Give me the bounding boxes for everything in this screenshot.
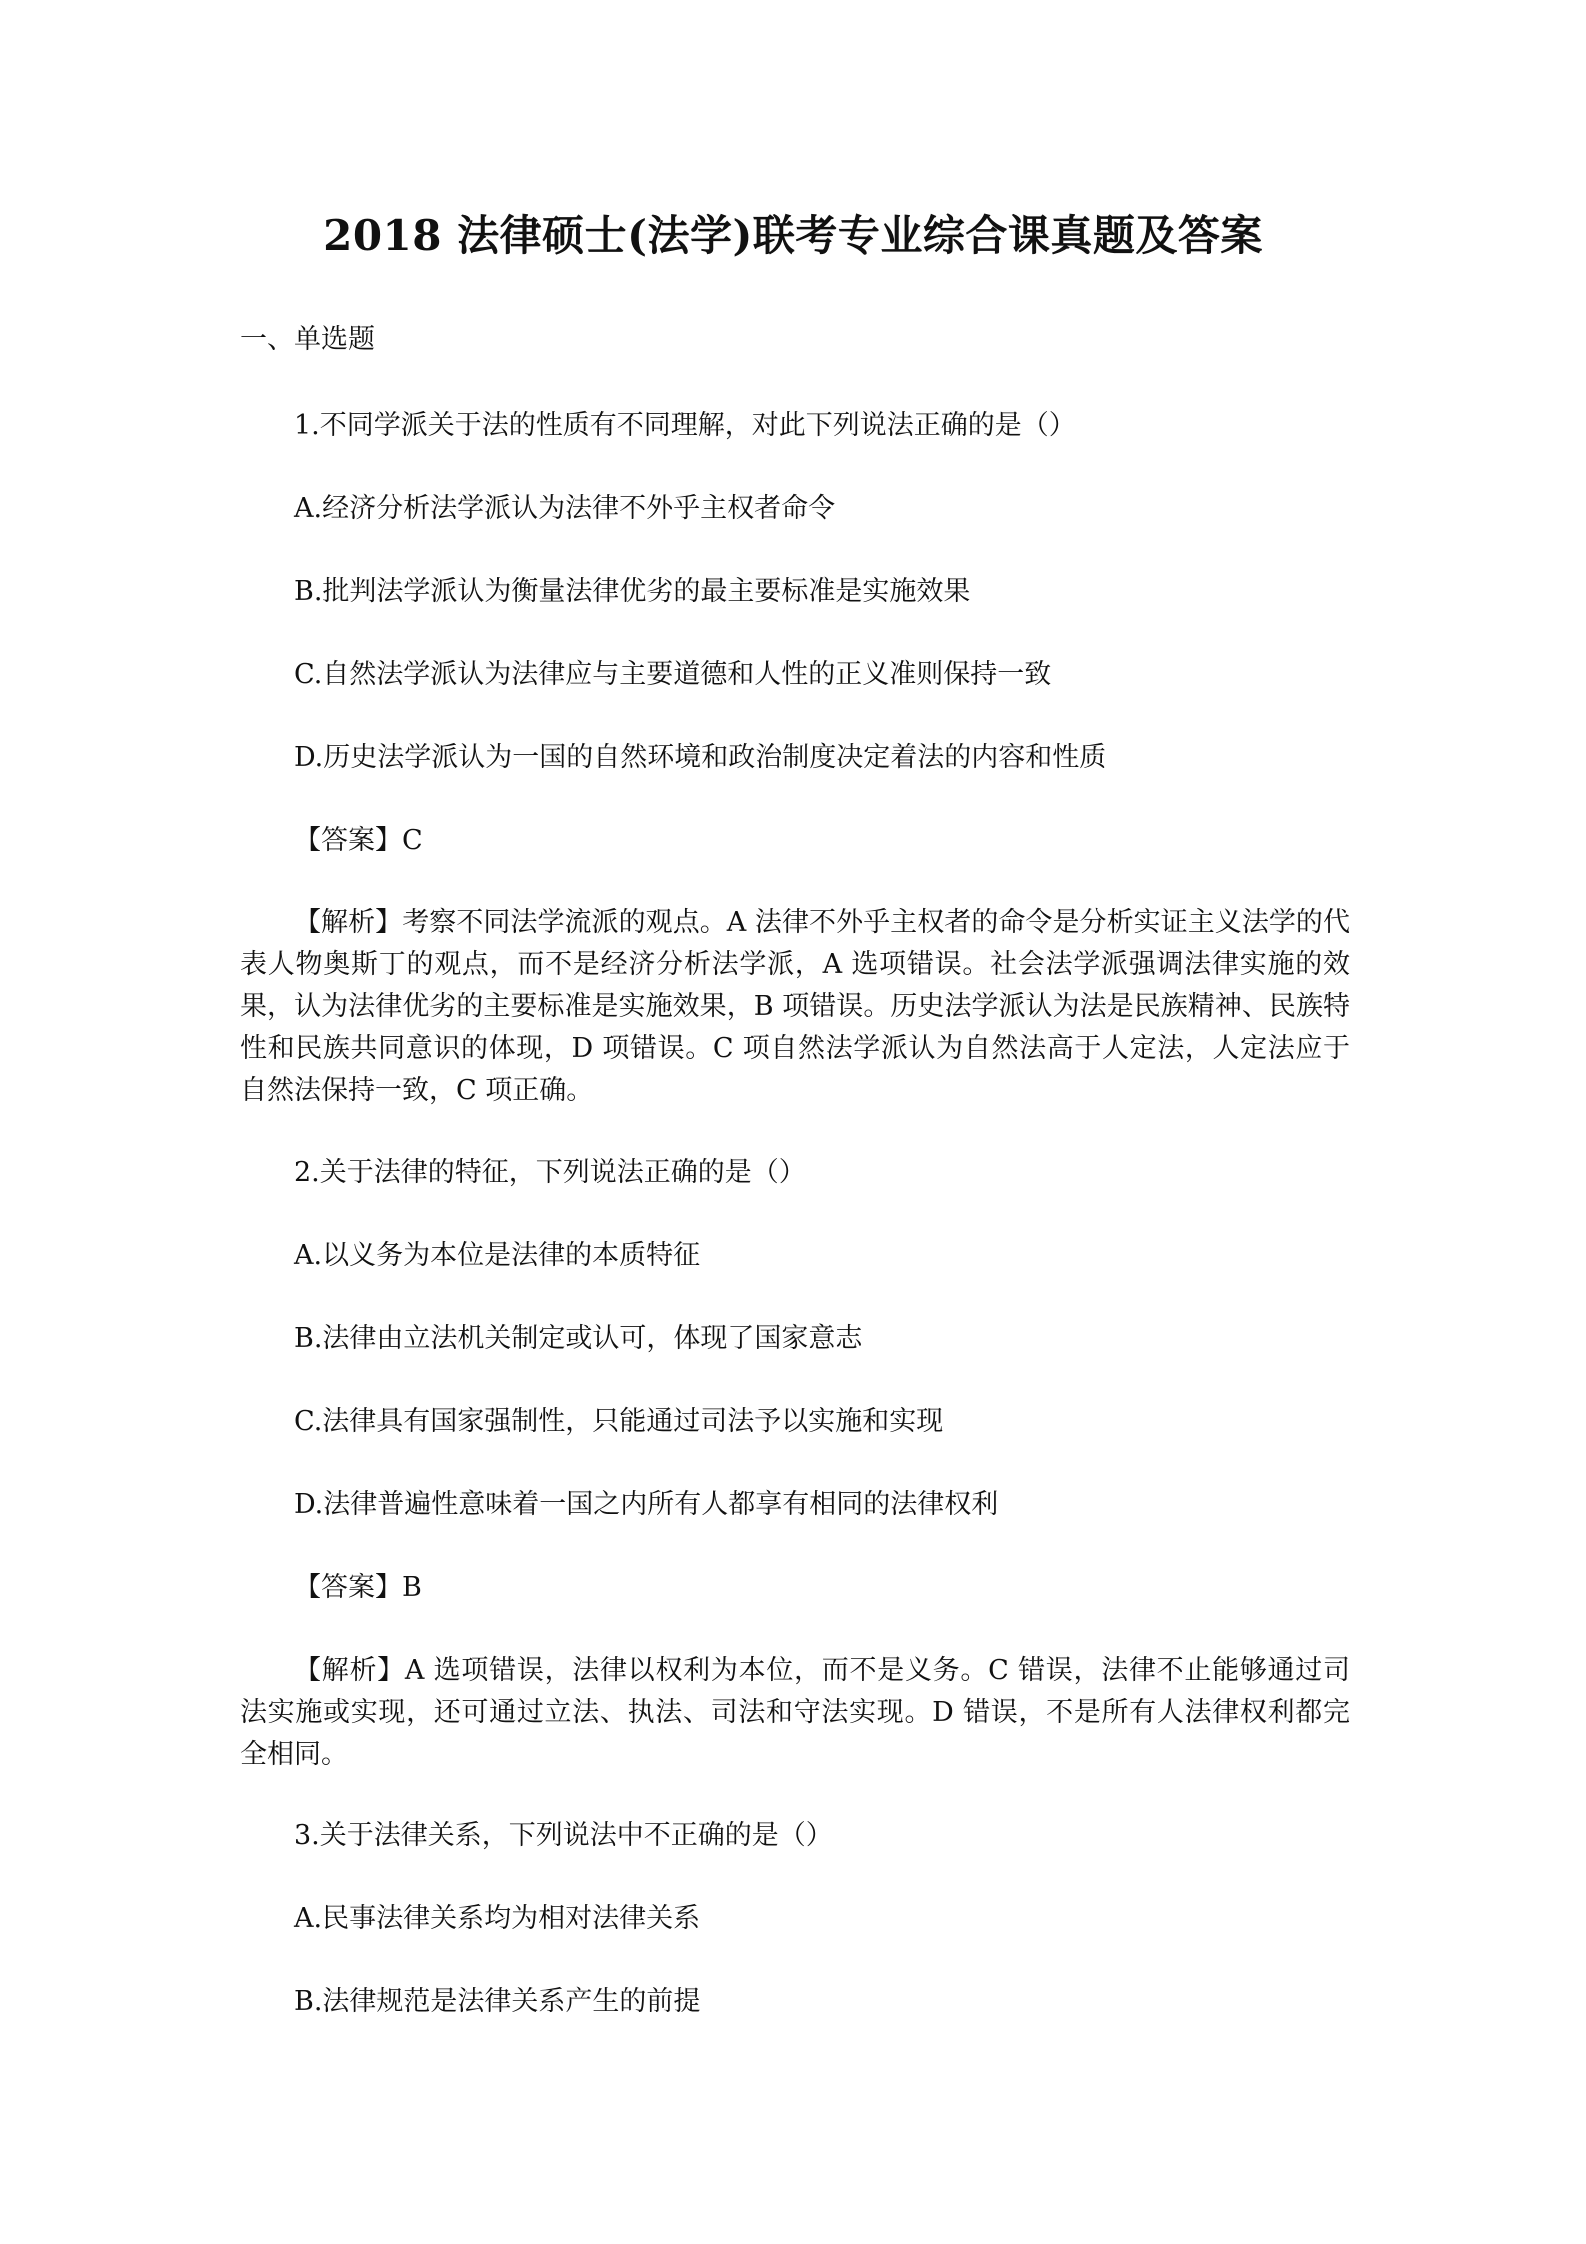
question-stem: 1.不同学派关于法的性质有不同理解，对此下列说法正确的是（） xyxy=(294,410,1076,441)
section-heading: 一、单选题 xyxy=(240,324,375,355)
option-b: B.批判法学派认为衡量法律优劣的最主要标准是实施效果 xyxy=(294,576,971,607)
document-title: 2018 法律硕士(法学)联考专业综合课真题及答案 xyxy=(323,211,1263,260)
option-a: A.以义务为本位是法律的本质特征 xyxy=(294,1240,701,1271)
option-a: A.民事法律关系均为相对法律关系 xyxy=(294,1903,701,1934)
question-stem: 3.关于法律关系，下列说法中不正确的是（） xyxy=(294,1820,833,1851)
option-c: C.自然法学派认为法律应与主要道德和人性的正义准则保持一致 xyxy=(294,659,1052,690)
answer: 【答案】C xyxy=(294,825,423,856)
option-a: A.经济分析法学派认为法律不外乎主权者命令 xyxy=(294,493,836,524)
option-b: B.法律规范是法律关系产生的前提 xyxy=(294,1986,701,2017)
option-d: D.法律普遍性意味着一国之内所有人都享有相同的法律权利 xyxy=(294,1489,999,1520)
analysis: 【解析】考察不同法学流派的观点。A 法律不外乎主权者的命令是分析实证主义法学的代表人物奥斯丁的观点，而不是经济分析法学派，A 选项错误。社会法学派强调法律实施的效果，认为法律优劣的主要标准是实施效果，B 项错误。历史法学派认为法是民族精神、民族特性和民族共同意识的体现，D 项错误。C 项自然法学派认为自然法高于人定法，人定法应于自然法保持一致，C 项正确。 xyxy=(240,907,1350,1106)
analysis: 【解析】A 选项错误，法律以权利为本位，而不是义务。C 错误，法律不止能够通过司法实施或实现，还可通过立法、执法、司法和守法实现。D 错误，不是所有人法律权利都完全相同。 xyxy=(240,1655,1350,1770)
option-d: D.历史法学派认为一国的自然环境和政治制度决定着法的内容和性质 xyxy=(294,742,1107,773)
option-c: C.法律具有国家强制性，只能通过司法予以实施和实现 xyxy=(294,1406,944,1437)
question-stem: 2.关于法律的特征，下列说法正确的是（） xyxy=(294,1157,806,1188)
answer: 【答案】B xyxy=(294,1572,422,1603)
option-b: B.法律由立法机关制定或认可，体现了国家意志 xyxy=(294,1323,863,1354)
